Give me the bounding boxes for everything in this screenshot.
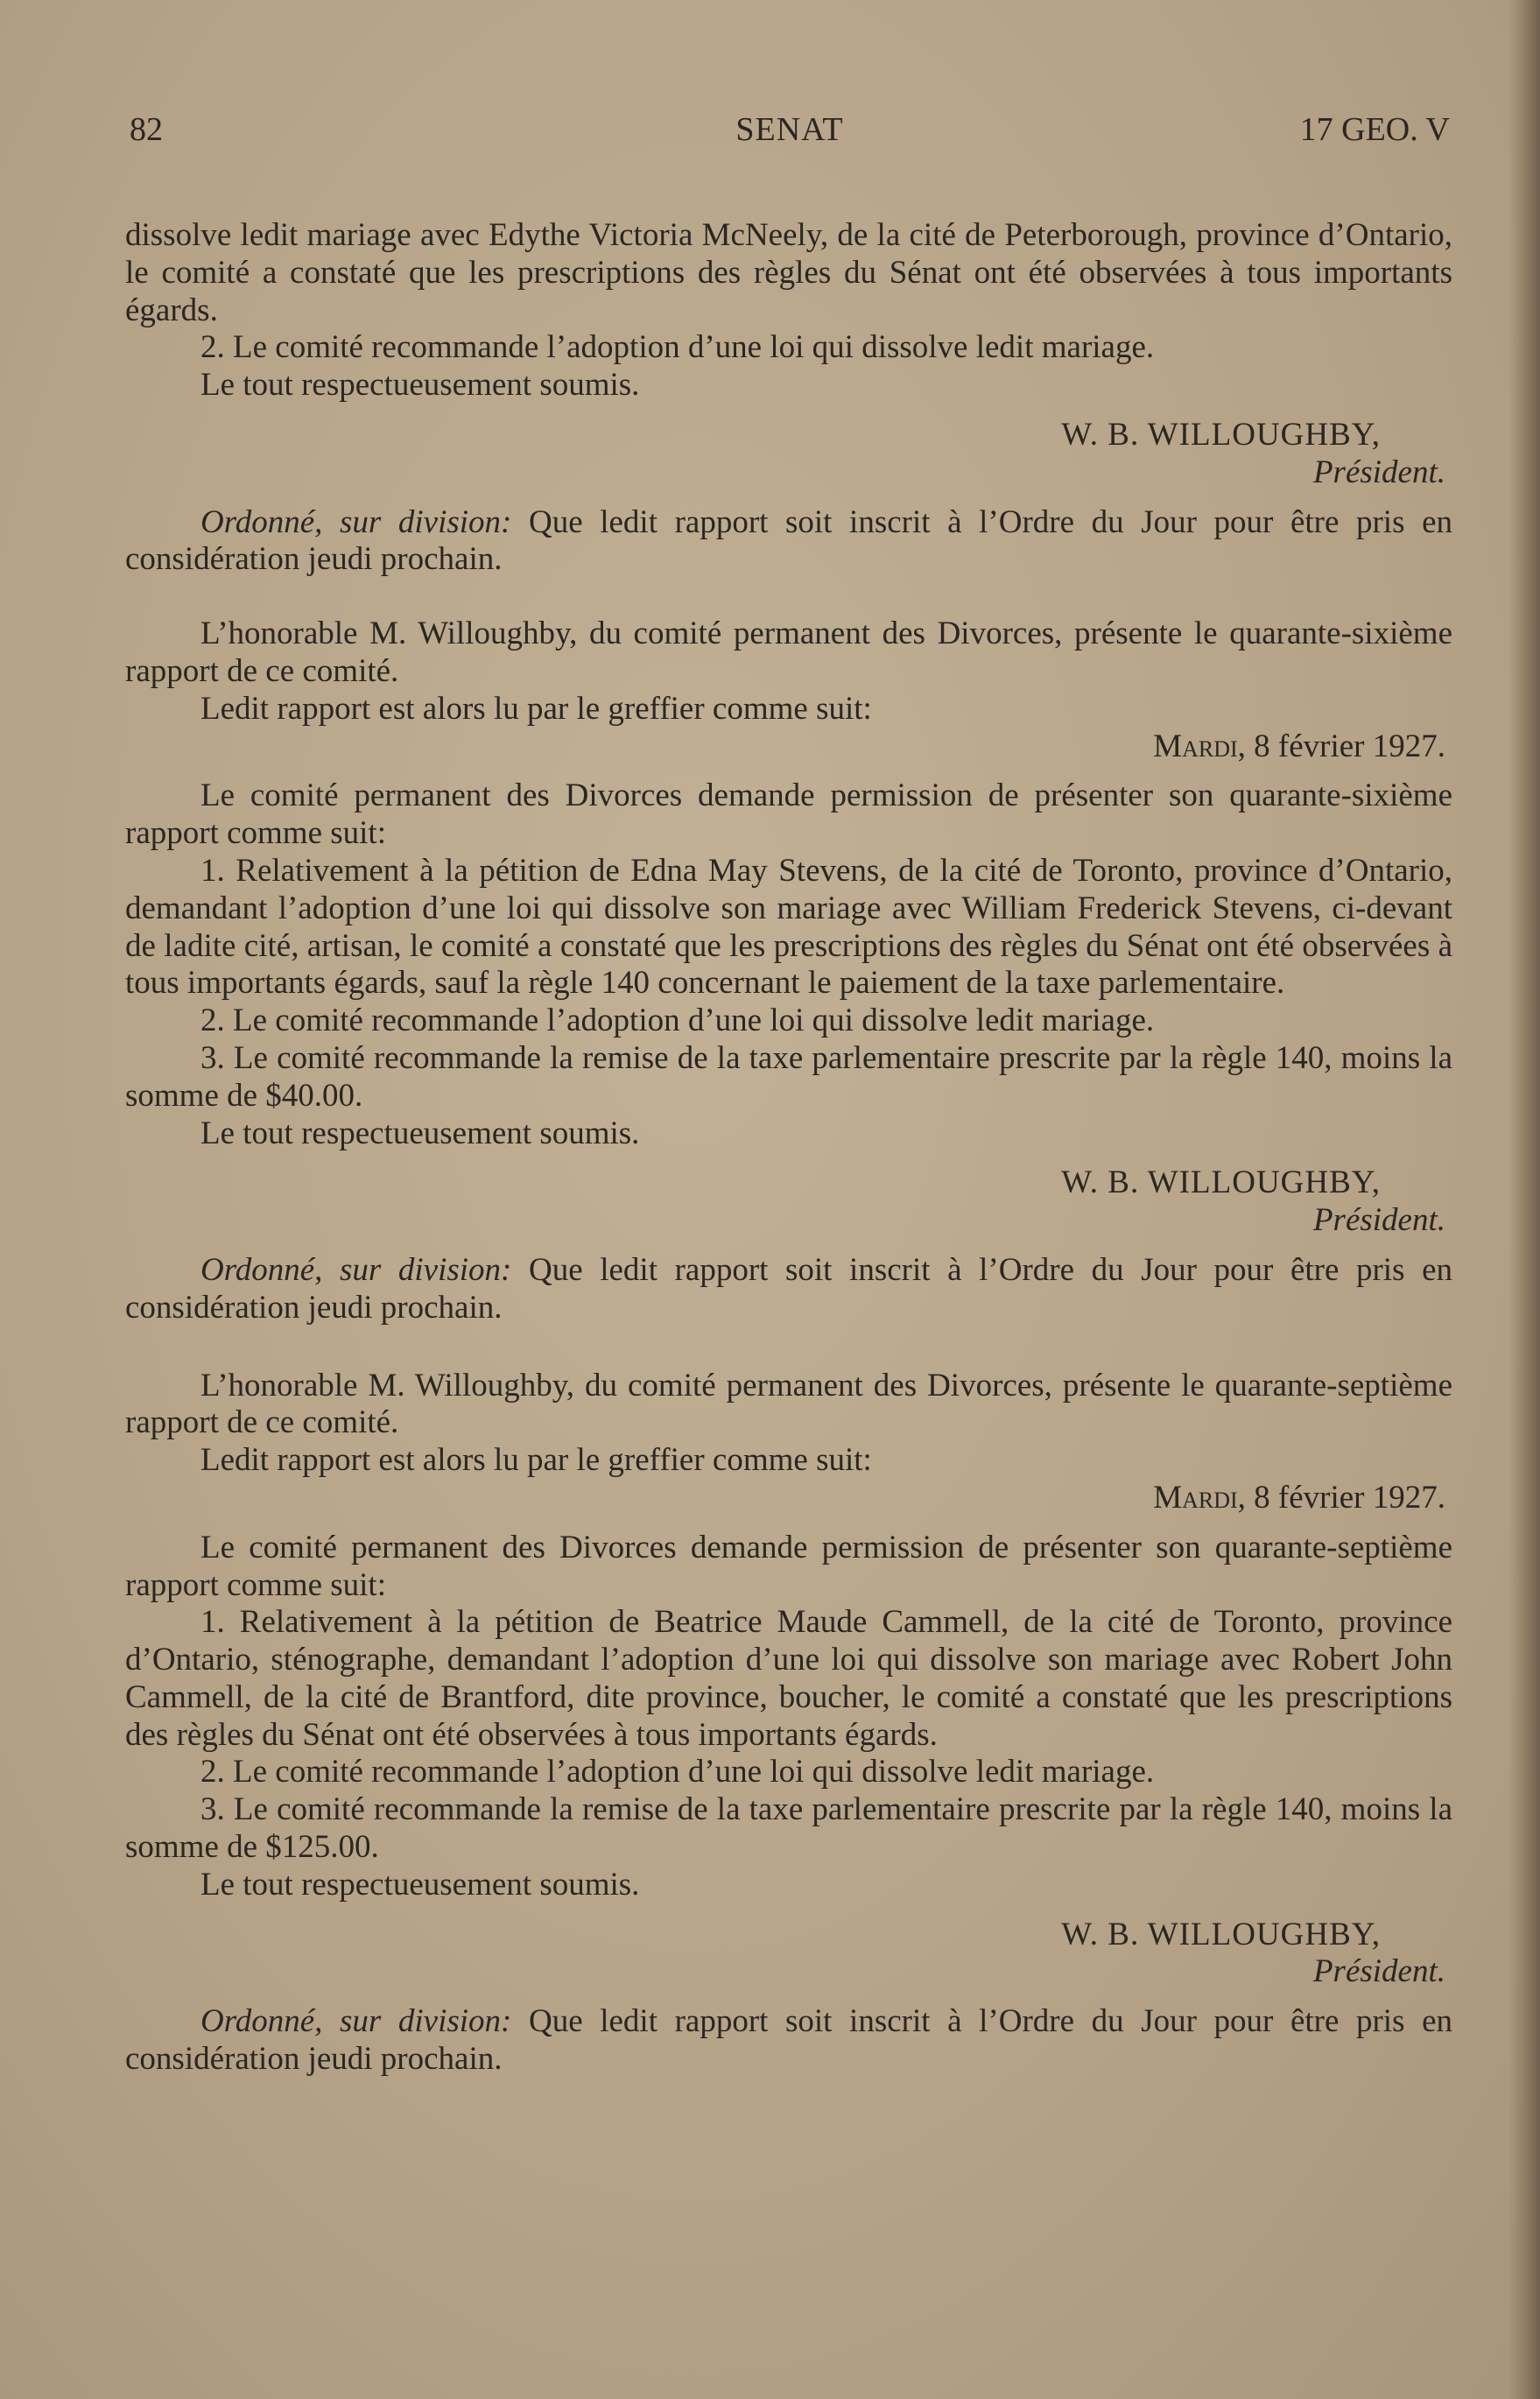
closing-line: Le tout respectueusement soumis. (200, 367, 640, 404)
date-rest: , 8 février 1927. (1237, 1479, 1445, 1516)
report-date (125, 1480, 1452, 1517)
order-paragraph (125, 504, 1452, 580)
report-read-line: Ledit rapport est alors lu par le greffier comme suit: (200, 1442, 872, 1479)
signature-name: W. B. WILLOUGHBY, (1061, 1916, 1381, 1952)
page-header (130, 110, 1450, 151)
report-intro: L’honorable M. Willoughby, du comité permanent des Divorces, présente le quarante-septième rapport de ce comité. (125, 1367, 1452, 1441)
order-paragraph (125, 2003, 1452, 2079)
date-rest: , 8 février 1927. (1237, 728, 1445, 764)
report-item-2: 2. Le comité recommande l’adoption d’une loi qui dissolve ledit mariage. (200, 1003, 1155, 1039)
running-title: SENAT (735, 111, 844, 148)
page-number: 82 (130, 111, 163, 148)
order-label: Ordonné, sur division: (200, 2003, 512, 2040)
order-label: Ordonné, sur division: (200, 503, 512, 540)
report-item-3: 3. Le comité recommande la remise de la taxe parlementaire prescrite par la règle 140, moins la somme de $40.00. (125, 1039, 1452, 1114)
order-text: Que ledit rapport soit inscrit à l’Ordre du Jour pour être pris en considération jeudi prochain. (125, 2003, 1452, 2078)
order-text: Que ledit rapport soit inscrit à l’Ordre du Jour pour être pris en considération jeudi prochain. (125, 503, 1452, 578)
date-day: Mardi (1153, 728, 1238, 764)
signature-name: W. B. WILLOUGHBY, (1061, 1164, 1381, 1201)
report-read-line: Ledit rapport est alors lu par le greffier comme suit: (200, 690, 872, 727)
document-body (125, 217, 1452, 2079)
paragraph-continuation: dissolve ledit mariage avec Edythe Victoria McNeely, de la cité de Peterborough, province d’Ontario, le comité a constaté que les prescriptions des règles du Sénat ont été observées à tous importants égards. (125, 217, 1452, 328)
signature-title: Président. (1312, 1953, 1445, 1990)
signature-title: Président. (1312, 1202, 1445, 1239)
report-request: Le comité permanent des Divorces demande permission de présenter son quarante-sixième rapport comme suit: (125, 777, 1452, 852)
report-item-1: 1. Relativement à la pétition de Beatrice Maude Cammell, de la cité de Toronto, province d’Ontario, sténographe, demandant l’adoption d’une loi qui dissolve son mariage avec Robert John Cammell, de la cité de Brantford, dite province, boucher, le comité a constaté que les prescriptions des règles du Sénat ont été observées à tous importants égards. (125, 1604, 1452, 1753)
closing-line: Le tout respectueusement soumis. (200, 1115, 640, 1151)
page-edge-shadow (1508, 0, 1540, 2399)
session-label: 17 GEO. V (1299, 111, 1450, 148)
report-request: Le comité permanent des Divorces demande permission de présenter son quarante-septième rapport comme suit: (125, 1529, 1452, 1603)
signature-name: W. B. WILLOUGHBY, (1061, 416, 1381, 453)
signature-title: Président. (1312, 454, 1445, 490)
report-item-2: 2. Le comité recommande l’adoption d’une loi qui dissolve ledit mariage. (200, 1754, 1155, 1790)
recommendation-item: 2. Le comité recommande l’adoption d’une loi qui dissolve ledit mariage. (200, 329, 1155, 366)
order-text: Que ledit rapport soit inscrit à l’Ordre du Jour pour être pris en considération jeudi prochain. (125, 1251, 1452, 1326)
report-date (125, 728, 1452, 766)
date-day: Mardi (1153, 1479, 1238, 1516)
report-intro: L’honorable M. Willoughby, du comité permanent des Divorces, présente le quarante-sixième rapport de ce comité. (125, 616, 1452, 689)
report-item-1: 1. Relativement à la pétition de Edna May Stevens, de la cité de Toronto, province d’Ontario, demandant l’adoption d’une loi qui dissolve son mariage avec William Frederick Stevens, ci-devant de ladite cité, artisan, le comité a constaté que les prescriptions des règles du Sénat ont été observées à tous importants égards, sauf la règle 140 concernant le paiement de la taxe parlementaire. (125, 852, 1452, 1002)
order-label: Ordonné, sur division: (200, 1251, 512, 1288)
report-item-3: 3. Le comité recommande la remise de la taxe parlementaire prescrite par la règle 140, moins la somme de $125.00. (125, 1791, 1452, 1866)
closing-line: Le tout respectueusement soumis. (200, 1866, 640, 1903)
order-paragraph (125, 1252, 1452, 1327)
